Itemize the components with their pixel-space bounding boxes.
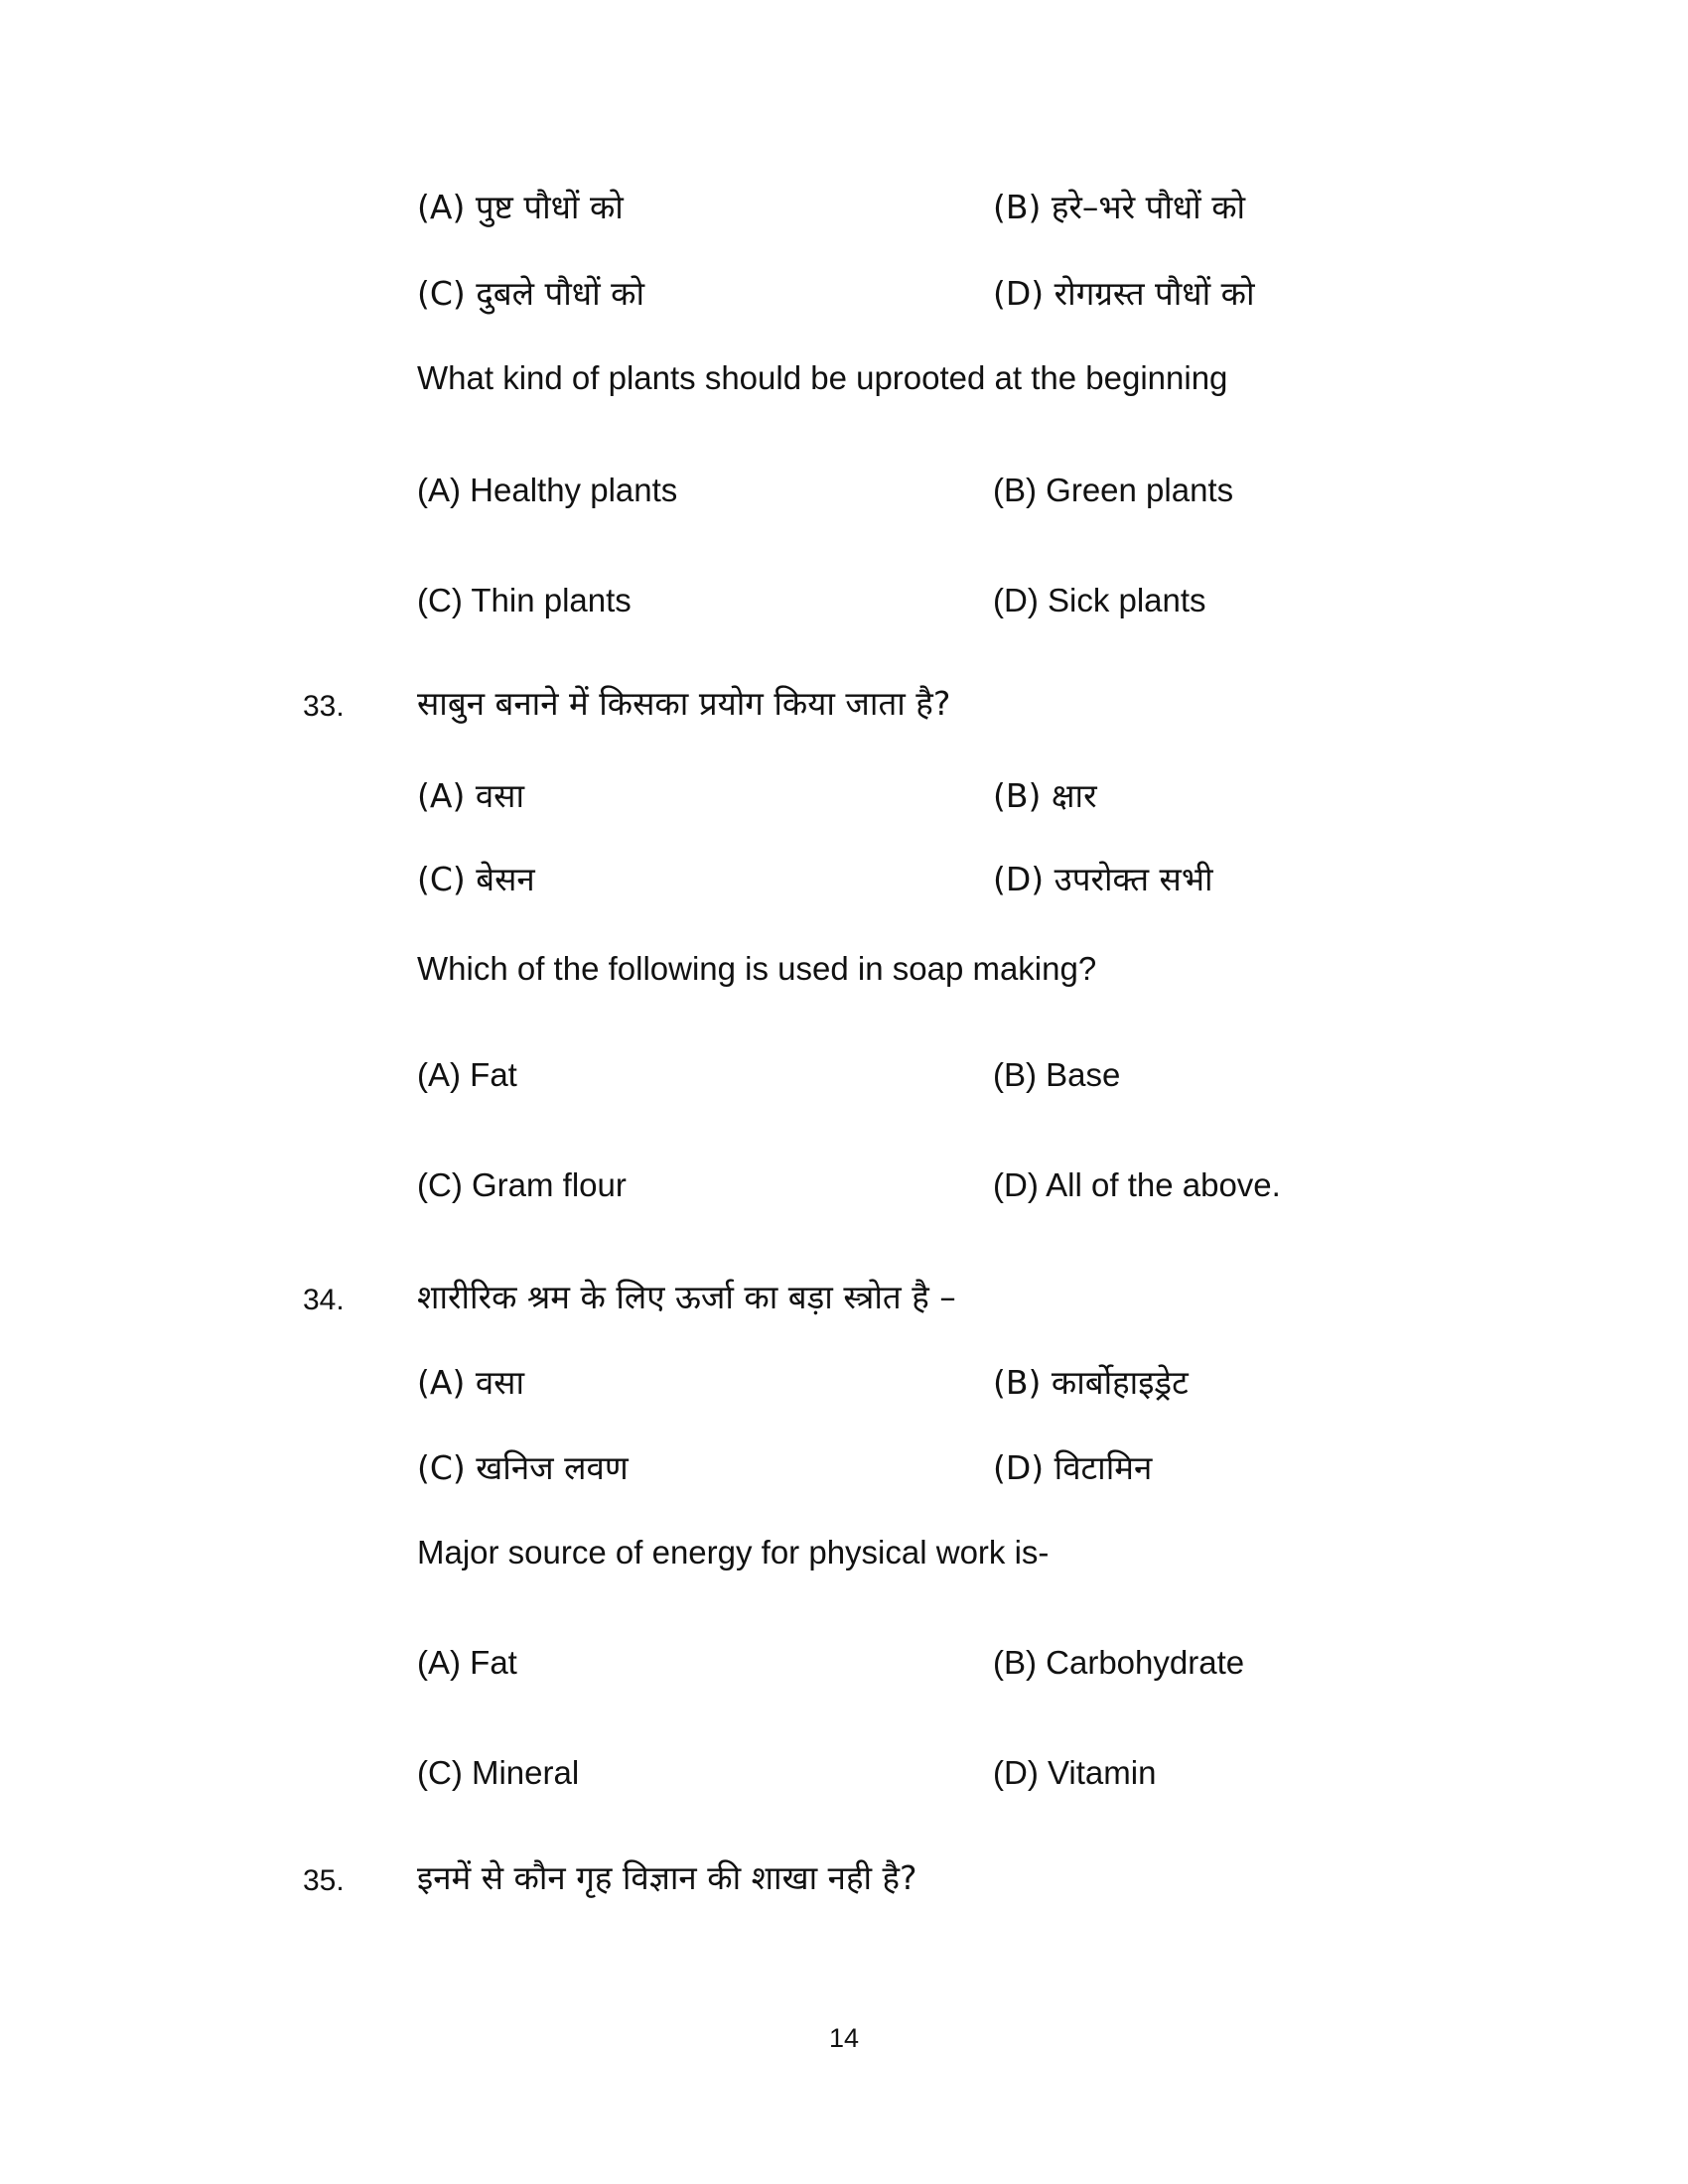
option-a-hindi: (A) वसा bbox=[417, 776, 525, 815]
option-c-hindi: (C) दुबले पौधों को bbox=[417, 274, 645, 313]
option-c-english: (C) Mineral bbox=[417, 1754, 580, 1791]
question-text-english: Which of the following is used in soap making? bbox=[417, 950, 1097, 987]
page-number: 14 bbox=[828, 2023, 860, 2053]
option-c-english: (C) Thin plants bbox=[417, 582, 632, 618]
option-a-english: (A) Healthy plants bbox=[417, 472, 678, 508]
option-a-hindi: (A) वसा bbox=[417, 1363, 525, 1402]
option-c-hindi: (C) खनिज लवण bbox=[417, 1448, 629, 1487]
option-d-english: (D) Sick plants bbox=[993, 582, 1206, 618]
question-number: 34. bbox=[303, 1284, 345, 1316]
option-d-hindi: (D) रोगग्रस्त पौधों को bbox=[993, 274, 1255, 313]
option-a-english: (A) Fat bbox=[417, 1056, 517, 1093]
option-d-hindi: (D) विटामिन bbox=[993, 1448, 1153, 1487]
question-text-hindi: शारीरिक श्रम के लिए ऊर्जा का बड़ा स्त्रोत है – bbox=[417, 1278, 956, 1316]
question-text-hindi: इनमें से कौन गृह विज्ञान की शाखा नही है? bbox=[417, 1858, 917, 1897]
option-b-english: (B) Base bbox=[993, 1056, 1121, 1093]
option-b-english: (B) Carbohydrate bbox=[993, 1644, 1245, 1681]
option-a-english: (A) Fat bbox=[417, 1644, 517, 1681]
option-d-hindi: (D) उपरोक्त सभी bbox=[993, 860, 1213, 898]
option-c-english: (C) Gram flour bbox=[417, 1166, 627, 1203]
option-d-english: (D) All of the above. bbox=[993, 1166, 1281, 1203]
option-b-hindi: (B) क्षार bbox=[993, 776, 1097, 815]
question-number: 35. bbox=[303, 1864, 345, 1897]
question-text-english: Major source of energy for physical work is- bbox=[417, 1534, 1050, 1570]
option-d-english: (D) Vitamin bbox=[993, 1754, 1157, 1791]
option-b-english: (B) Green plants bbox=[993, 472, 1234, 508]
question-text-english: What kind of plants should be uprooted at the beginning bbox=[417, 359, 1228, 396]
question-text-hindi: साबुन बनाने में किसका प्रयोग किया जाता है? bbox=[417, 684, 951, 723]
option-c-hindi: (C) बेसन bbox=[417, 860, 535, 898]
option-b-hindi: (B) हरे–भरे पौधों को bbox=[993, 188, 1246, 226]
option-b-hindi: (B) कार्बोहाइड्रेट bbox=[993, 1363, 1189, 1402]
option-a-hindi: (A) पुष्ट पौधों को bbox=[417, 188, 624, 226]
question-number: 33. bbox=[303, 690, 345, 723]
